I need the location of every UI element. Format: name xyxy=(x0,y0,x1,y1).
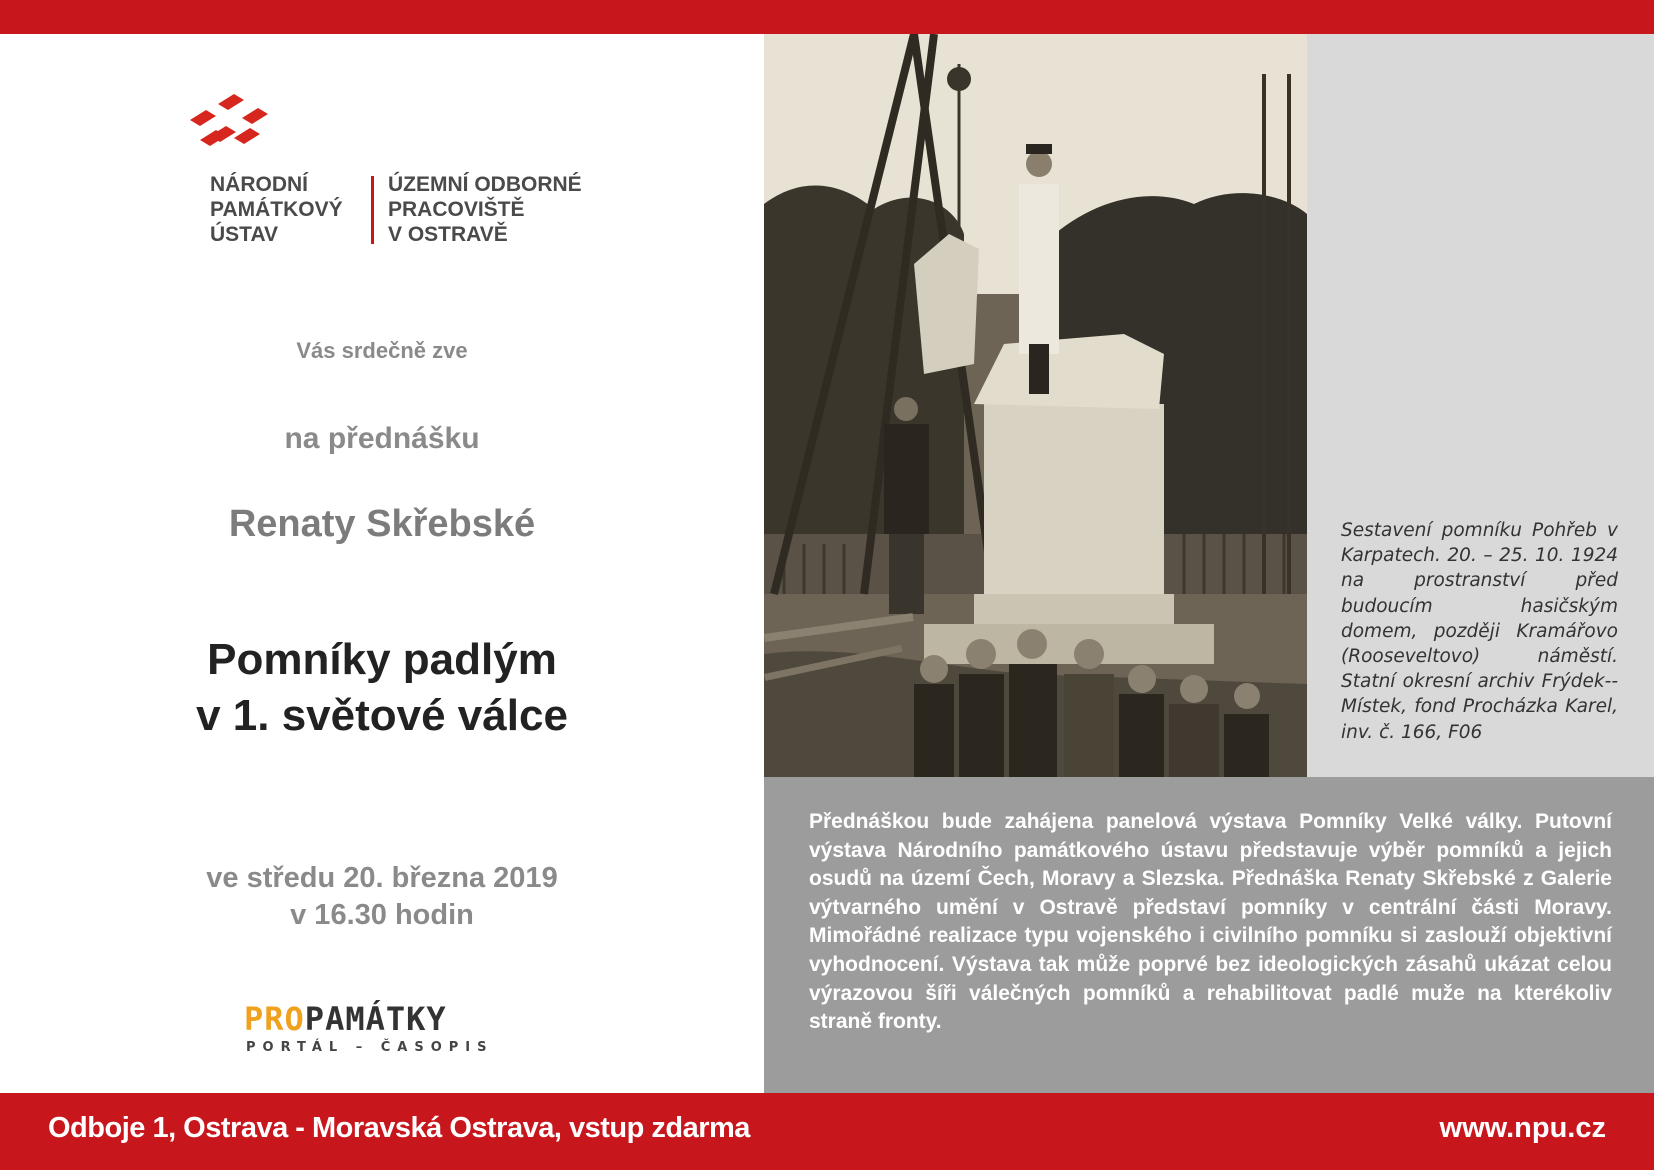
title-line-2: v 1. světové válce xyxy=(196,691,568,740)
dept-line-1: ÚZEMNÍ ODBORNÉ xyxy=(388,173,582,196)
dept-line-3: V OSTRAVĚ xyxy=(388,223,508,246)
title-line-1: Pomníky padlým xyxy=(207,635,557,684)
propamatky-logo xyxy=(244,1000,447,1038)
top-red-bar xyxy=(0,0,1654,34)
lecture-text: na přednášku xyxy=(284,422,480,455)
exhibition-description: Přednáškou bude zahájena panelová výstava Pomníky Velké války. Putovní výstava Národního památkového ústavu představuje výběr pomníků a jejich osudů na území Čech, Moravy a Slezska. Přednáška Renaty Skřebské z Galerie výtvarného umění v Ostravě představí pomníky v centrální části Moravy. Mimořádné realizace typu vojenského i civilního pomníku si zaslouží objektivní vyhodnocení. Výstava tak může poprvé bez ideologických zásahů ukázat celou výrazovou šíři válečných pomníků a rehabilitovat padlé muže na kterékoliv straně fronty. xyxy=(809,810,1612,1034)
photo-caption: Sestavení pomníku Pohřeb v Karpatech. 20. – 25. 10. 1924 na prostranství před budoucím hasičským domem, později Kramářovo (Rooseveltovo) náměstí. Statní okresní archiv Frýdek--Místek, fond Procházka Karel, inv. č. 166, F06 xyxy=(1341,520,1618,743)
propamatky-subtitle: PORTÁL – ČASOPIS xyxy=(246,1040,494,1055)
lecture-title xyxy=(0,632,764,744)
dept-line-2: PRACOVIŠTĚ xyxy=(388,198,525,221)
org-name xyxy=(210,172,343,247)
event-datetime xyxy=(0,860,764,934)
date-line: ve středu 20. března 2019 xyxy=(206,862,558,894)
time-line: v 16.30 hodin xyxy=(290,899,474,931)
photo-illustration xyxy=(764,34,1307,777)
npu-diamond-logo-icon xyxy=(180,92,290,164)
invite-text: Vás srdečně zve xyxy=(296,338,468,363)
logo-separator xyxy=(371,176,374,244)
org-line-2: PAMÁTKOVÝ xyxy=(210,198,343,221)
org-line-1: NÁRODNÍ xyxy=(210,173,308,196)
website-link[interactable]: www.npu.cz xyxy=(1439,1112,1606,1144)
dept-name xyxy=(388,172,582,247)
pro-word: PRO xyxy=(244,1000,305,1038)
venue-address: Odboje 1, Ostrava - Moravská Ostrava, vstup zdarma xyxy=(48,1112,750,1144)
speaker-name: Renaty Skřebské xyxy=(228,503,536,545)
historic-photo xyxy=(764,34,1307,777)
pamatky-word: PAMÁTKY xyxy=(304,1000,447,1038)
org-line-3: ÚSTAV xyxy=(210,223,279,246)
